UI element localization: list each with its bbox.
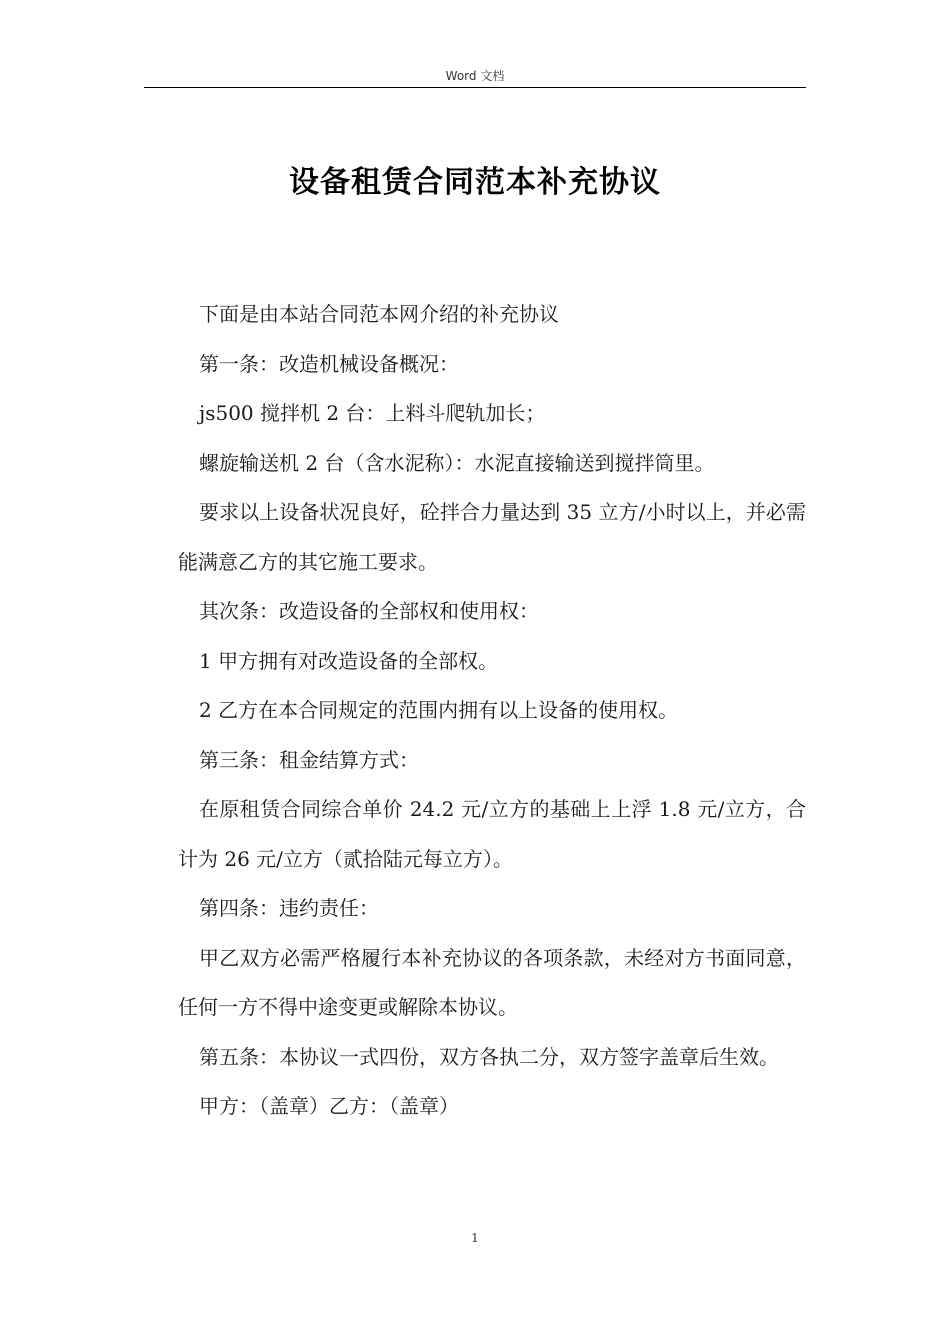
paragraph-signatures: 甲方：（盖章）乙方：（盖章） [199,1094,459,1118]
paragraph-requirements: 要求以上设备状况良好，砼拌合力量达到 35 立方/小时以上，并必需能满意乙方的其它施工要求。 [178,500,806,574]
document-title: 设备租赁合同范本补充协议 [289,165,661,200]
paragraph-rent-price: 在原租赁合同综合单价 24.2 元/立方的基础上上浮 1.8 元/立方，合计为 26 元/立方（贰拾陆元每立方）。 [178,797,806,871]
page-number: 1 [471,1231,479,1245]
paragraph-mixer: js500 搅拌机 2 台：上料斗爬轨加长； [199,401,546,425]
header-divider [144,87,806,88]
paragraph-screw-conveyor: 螺旋输送机 2 台（含水泥称）：水泥直接输送到搅拌筒里。 [199,450,715,475]
paragraph-article-3-heading: 第三条：租金结算方式： [199,747,419,772]
paragraph-article-5: 第五条：本协议一式四份，双方各执二分，双方签字盖章后生效。 [199,1044,779,1069]
paragraph-usage-right: 2 乙方在本合同规定的范围内拥有以上设备的使用权。 [199,698,679,722]
page-header: Word 文档 [445,69,505,83]
paragraph-article-1-heading: 第一条：改造机械设备概况： [199,351,459,376]
paragraph-breach-terms: 甲乙双方必需严格履行本补充协议的各项条款，未经对方书面同意，任何一方不得中途变更或解除本协议。 [178,945,806,1019]
paragraph-article-4-heading: 第四条：违约责任： [199,896,379,920]
paragraph-ownership: 1 甲方拥有对改造设备的全部权。 [199,648,499,673]
paragraph-intro: 下面是由本站合同范本网介绍的补充协议 [199,302,559,326]
paragraph-article-2-heading: 其次条：改造设备的全部权和使用权： [199,599,539,623]
document-body [178,290,806,1132]
